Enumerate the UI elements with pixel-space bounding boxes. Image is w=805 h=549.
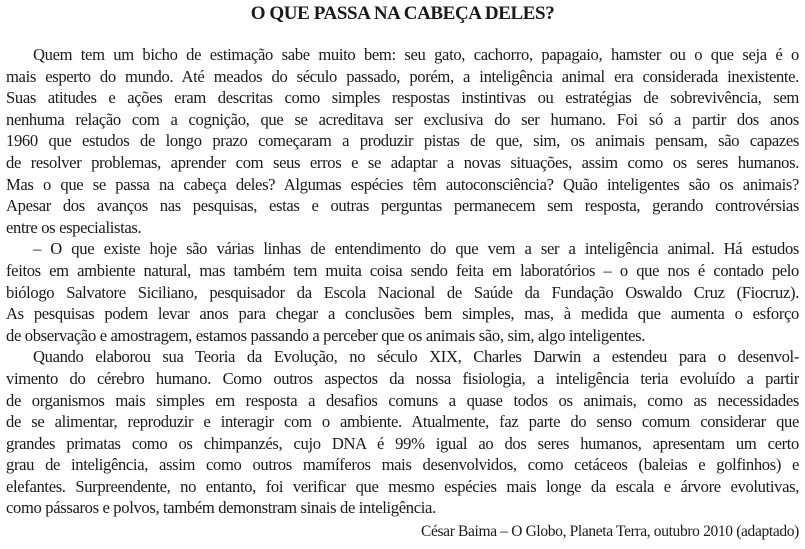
text-line: como pássaros e polvos, também demonstram sinais de inteligência. [6, 498, 436, 518]
text-line: elefantes. Surpreendente, no entanto, foi verificar que mesmo espécies mais longe da escala e árvore evolutivas, [6, 476, 799, 496]
paragraph-1 [6, 44, 799, 238]
text-line: Mas o que se passa na cabeça deles? Algumas espécies têm autoconsciência? Quão inteligentes são os animais? [6, 174, 799, 194]
text-line: Quem tem um bicho de estimação sabe muito bem: seu gato, cachorro, papagaio, hamster ou o que seja é o [33, 45, 799, 64]
text-line: entre os especialistas. [6, 217, 142, 237]
source-citation: César Baima – O Globo, Planeta Terra, outubro 2010 (adaptado) [420, 523, 799, 540]
paragraph-2 [6, 238, 799, 346]
text-line: Quando elaborou sua Teoria da Evolução, no século XIX, Charles Darwin a estendeu para o desenvol- [33, 347, 799, 367]
article-title: O QUE PASSA NA CABEÇA DELES? [250, 3, 555, 24]
text-line: nenhuma relação com a cognição, que se acreditava ser exclusiva do ser humano. Foi só a partir dos anos [6, 109, 799, 129]
text-line: grau de inteligência, assim como outros mamíferos mais desenvolvidos, como cetáceos (baleias e golfinhos) e [6, 455, 799, 475]
text-line: feitos em ambiente natural, mas também tem muita coisa sendo feita em laboratórios – o que nos é contado pelo [6, 260, 799, 280]
article-body [6, 44, 799, 519]
paragraph-3 [6, 346, 799, 519]
text-line: de organismos mais simples em resposta a desafios comuns a quase todos os animais, como as necessidades [6, 390, 799, 410]
text-line: de observação e amostragem, estamos passando a perceber que os animais são, sim, algo inteligentes. [6, 325, 646, 345]
text-line: biólogo Salvatore Siciliano, pesquisador da Escola Nacional de Saúde da Fundação Oswaldo Cruz (Fiocruz). [6, 282, 799, 302]
text-line: de se alimentar, reproduzir e interagir com o ambiente. Atualmente, faz parte do senso comum considerar que [6, 412, 799, 432]
text-line: grandes primatas como os chimpanzés, cujo DNA é 99% igual ao dos seres humanos, apresentam um certo [6, 433, 799, 453]
text-line: vimento do cérebro humano. Como outros aspectos da nossa fisiologia, a inteligência teria evoluído a partir [6, 368, 799, 388]
text-line: Apesar dos avanços nas pesquisas, estas e outras perguntas permanecem sem resposta, gerando controvérsias [6, 196, 799, 216]
text-line: 1960 que estudos de longo prazo começaram a produzir pistas de que, sim, os animais pensam, são capazes [6, 131, 799, 151]
text-line: – O que existe hoje são várias linhas de entendimento do que vem a ser a inteligência animal. Há estudos [33, 239, 799, 259]
text-line: As pesquisas podem levar anos para chegar a conclusões bem simples, mas, à medida que aumenta o esforço [6, 304, 799, 324]
text-line: mais esperto do mundo. Até meados do século passado, porém, a inteligência animal era considerada inexistente. [6, 66, 799, 86]
text-line: Suas atitudes e ações eram descritas como simples respostas instintivas ou estratégias de sobrevivência, sem [6, 88, 799, 108]
text-line: de resolver problemas, aprender com seus erros e se adaptar a novas situações, assim como os seres humanos. [6, 152, 799, 172]
